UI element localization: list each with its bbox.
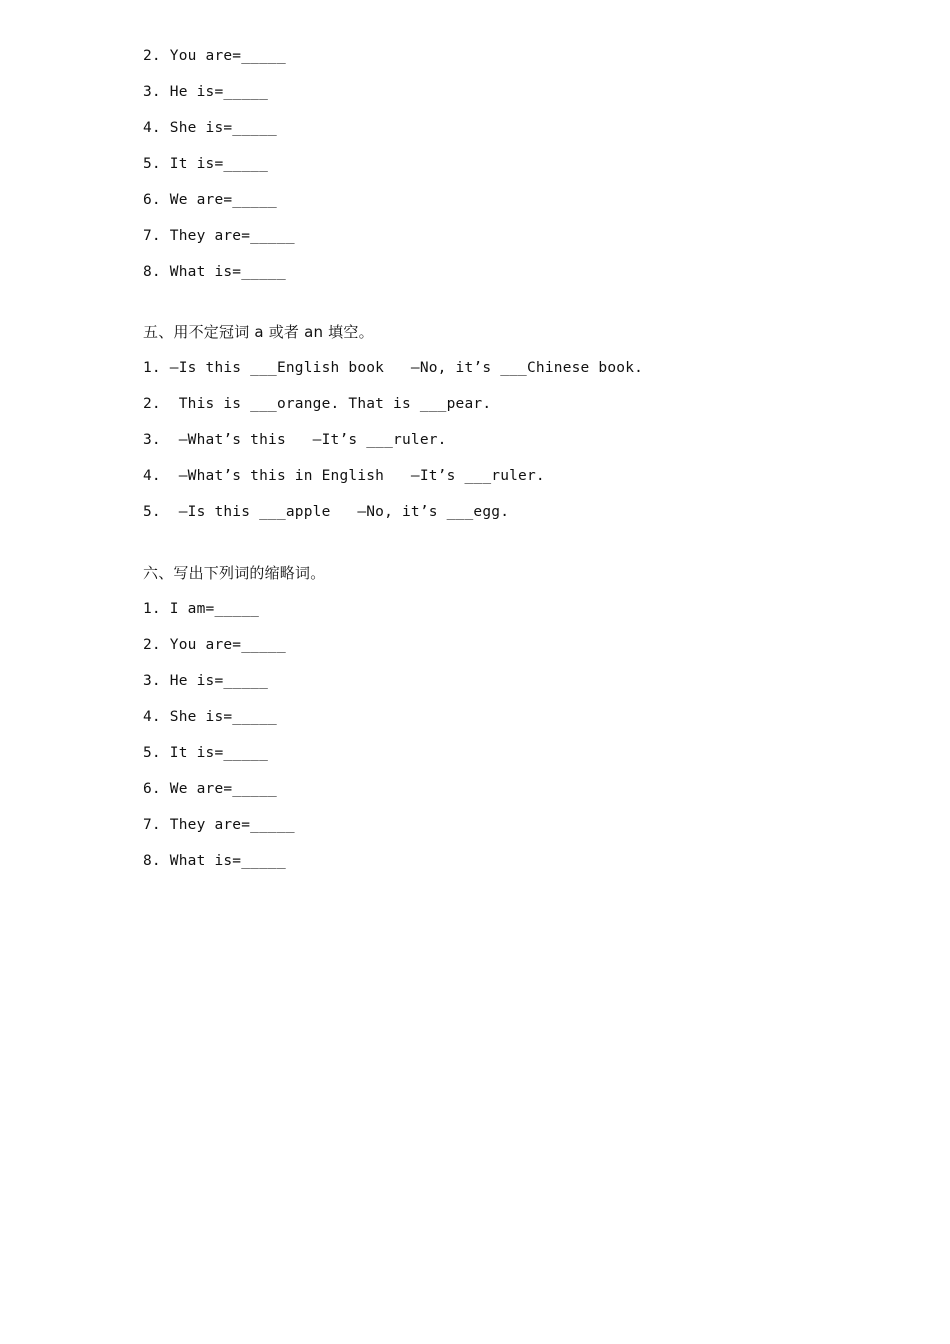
list-item: 8. What is=_____ <box>143 853 286 869</box>
list-item: 7. They are=_____ <box>143 228 295 244</box>
list-item: 2. You are=_____ <box>143 637 286 653</box>
list-item: 4. She is=_____ <box>143 709 277 725</box>
list-item: 1. I am=_____ <box>143 601 260 617</box>
list-item: 4. —What’s this in English —It’s ___ruler. <box>143 468 545 484</box>
list-item: 3. —What’s this —It’s ___ruler. <box>143 432 447 448</box>
list-item: 8. What is=_____ <box>143 264 286 280</box>
list-item: 3. He is=_____ <box>143 673 269 689</box>
list-item: 2. This is ___orange. That is ___pear. <box>143 396 492 412</box>
list-item: 6. We are=_____ <box>143 781 277 797</box>
list-item: 5. It is=_____ <box>143 156 269 172</box>
list-item: 5. —Is this ___apple —No, it’s ___egg. <box>143 504 510 520</box>
list-item: 1. —Is this ___English book —No, it’s ___Chinese book. <box>143 360 644 376</box>
section-6-heading: 六、写出下列词的缩略词。 <box>143 564 326 582</box>
list-item: 4. She is=_____ <box>143 120 277 136</box>
list-item: 3. He is=_____ <box>143 84 269 100</box>
list-item: 7. They are=_____ <box>143 817 295 833</box>
list-item: 5. It is=_____ <box>143 745 269 761</box>
list-item: 2. You are=_____ <box>143 48 286 64</box>
section-5-heading: 五、用不定冠词 a 或者 an 填空。 <box>143 323 374 341</box>
list-item: 6. We are=_____ <box>143 192 277 208</box>
